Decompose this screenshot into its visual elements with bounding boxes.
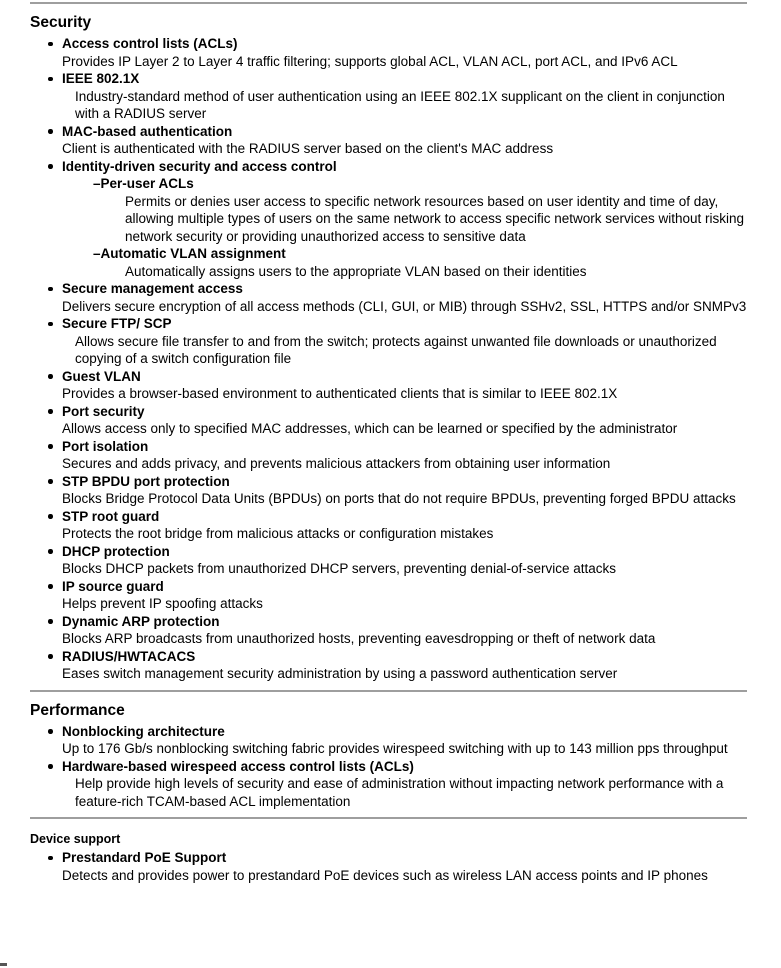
feature-title: STP BPDU port protection	[62, 473, 230, 489]
feature-item	[30, 578, 747, 613]
bullet-icon	[48, 654, 53, 659]
feature-item	[30, 723, 747, 758]
feature-description: Blocks ARP broadcasts from unauthorized hosts, preventing eavesdropping or theft of network data	[62, 631, 656, 646]
bullet-icon	[48, 129, 53, 134]
subfeature-title: Per-user ACLs	[100, 176, 194, 191]
feature-description: Provides IP Layer 2 to Layer 4 traffic filtering; supports global ACL, VLAN ACL, port ACL, and IPv6 ACL	[62, 53, 678, 69]
bullet-icon	[48, 856, 53, 861]
feature-title: Hardware-based wirespeed access control lists (ACLs)	[62, 758, 414, 774]
dash-icon: –	[93, 246, 101, 261]
bullet-icon	[48, 287, 53, 292]
feature-list	[30, 723, 747, 811]
feature-item	[30, 368, 747, 403]
subfeature-description: Automatically assigns users to the appropriate VLAN based on their identities	[125, 263, 587, 279]
feature-title: Dynamic ARP protection	[62, 613, 220, 629]
bullet-icon	[48, 77, 53, 82]
feature-description: Delivers secure encryption of all access methods (CLI, GUI, or MIB) through SSHv2, SSL, HTTPS and/or SNMPv3	[62, 298, 747, 314]
feature-title: Port security	[62, 403, 145, 419]
feature-item	[30, 123, 747, 158]
feature-item	[30, 473, 747, 508]
section-performance	[30, 701, 747, 811]
feature-item	[30, 35, 747, 70]
feature-title: STP root guard	[62, 508, 160, 524]
feature-description: Blocks DHCP packets from unauthorized DHCP servers, preventing denial-of-service attacks	[62, 561, 616, 576]
bullet-icon	[48, 764, 53, 769]
bullet-icon	[48, 514, 53, 519]
feature-title: Secure FTP/ SCP	[62, 316, 172, 331]
section-security	[30, 13, 747, 683]
section-divider	[30, 690, 747, 692]
feature-description: Industry-standard method of user authentication using an IEEE 802.1X supplicant on the client in conjunction with a RADIUS server	[75, 88, 725, 121]
top-rule	[30, 2, 747, 4]
bullet-icon	[48, 584, 53, 589]
feature-item	[30, 70, 747, 123]
feature-description: Up to 176 Gb/s nonblocking switching fabric provides wirespeed switching with up to 143 million pps throughput	[62, 741, 728, 756]
bullet-icon	[48, 164, 53, 169]
feature-description: Secures and adds privacy, and prevents malicious attackers from obtaining user information	[62, 456, 611, 471]
feature-description: Allows access only to specified MAC addresses, which can be learned or specified by the administrator	[62, 421, 678, 436]
section-title-performance: Performance	[30, 701, 125, 719]
bullet-icon	[48, 42, 53, 47]
feature-title: Nonblocking architecture	[62, 723, 225, 739]
subfeature-description: Permits or denies user access to specific network resources based on user identity and time of day, allowing multiple types of users on the same network to access specific network services without risking network security or providing unauthorized access to sensitive data	[125, 193, 745, 244]
bullet-icon	[48, 409, 53, 414]
feature-title: IP source guard	[62, 578, 164, 594]
bullet-icon	[48, 729, 53, 734]
feature-subitem	[93, 175, 747, 245]
subfeature-heading	[93, 245, 747, 263]
bullet-icon	[48, 549, 53, 554]
feature-item	[30, 613, 747, 648]
feature-title: RADIUS/HWTACACS	[62, 648, 196, 664]
feature-item	[30, 849, 747, 884]
feature-list	[30, 35, 747, 683]
subfeature-heading	[93, 175, 747, 193]
feature-item	[30, 403, 747, 438]
feature-title: DHCP protection	[62, 543, 170, 559]
feature-description: Eases switch management security administration by using a password authentication server	[62, 666, 618, 681]
feature-title: Identity-driven security and access control	[62, 158, 337, 174]
bullet-icon	[48, 619, 53, 624]
feature-list	[30, 849, 747, 884]
feature-item	[30, 438, 747, 473]
feature-item	[30, 648, 747, 683]
section-title-security: Security	[30, 14, 92, 31]
feature-description: Blocks Bridge Protocol Data Units (BPDUs) on ports that do not require BPDUs, preventing forged BPDU attacks	[62, 491, 736, 506]
feature-description: Client is authenticated with the RADIUS server based on the client's MAC address	[62, 141, 554, 156]
feature-title: Port isolation	[62, 438, 149, 454]
bullet-icon	[48, 444, 53, 449]
bullet-icon	[48, 479, 53, 484]
dash-icon: –	[93, 176, 101, 191]
section-title-device-support: Device support	[30, 832, 121, 846]
feature-title: IEEE 802.1X	[62, 71, 140, 86]
feature-description: Protects the root bridge from malicious attacks or configuration mistakes	[62, 526, 494, 541]
feature-item	[30, 543, 747, 578]
feature-description: Help provide high levels of security and ease of administration without impacting network performance with a feature-rich TCAM-based ACL implementation	[75, 776, 724, 809]
section-divider	[30, 817, 747, 819]
feature-description: Helps prevent IP spoofing attacks	[62, 596, 263, 611]
feature-title: Access control lists (ACLs)	[62, 36, 238, 51]
feature-item	[30, 158, 747, 281]
section-device-support	[30, 831, 747, 884]
bullet-icon	[48, 322, 53, 327]
feature-title: Prestandard PoE Support	[62, 850, 227, 865]
subfeature-title: Automatic VLAN assignment	[100, 246, 286, 261]
feature-item	[30, 315, 747, 368]
bullet-icon	[48, 374, 53, 379]
feature-title: Secure management access	[62, 281, 243, 296]
feature-title: MAC-based authentication	[62, 123, 233, 139]
page-corner-artifact	[0, 963, 7, 966]
feature-subitem	[93, 245, 747, 280]
feature-title: Guest VLAN	[62, 368, 141, 384]
feature-item	[30, 508, 747, 543]
feature-item	[30, 280, 747, 315]
feature-description: Provides a browser-based environment to authenticated clients that is similar to IEEE 802.1X	[62, 386, 618, 401]
feature-item	[30, 758, 747, 811]
document-body	[30, 13, 747, 884]
feature-description: Detects and provides power to prestandard PoE devices such as wireless LAN access points and IP phones	[62, 867, 708, 883]
feature-description: Allows secure file transfer to and from the switch; protects against unwanted file downloads or unauthorized copying of a switch configuration file	[75, 333, 717, 366]
